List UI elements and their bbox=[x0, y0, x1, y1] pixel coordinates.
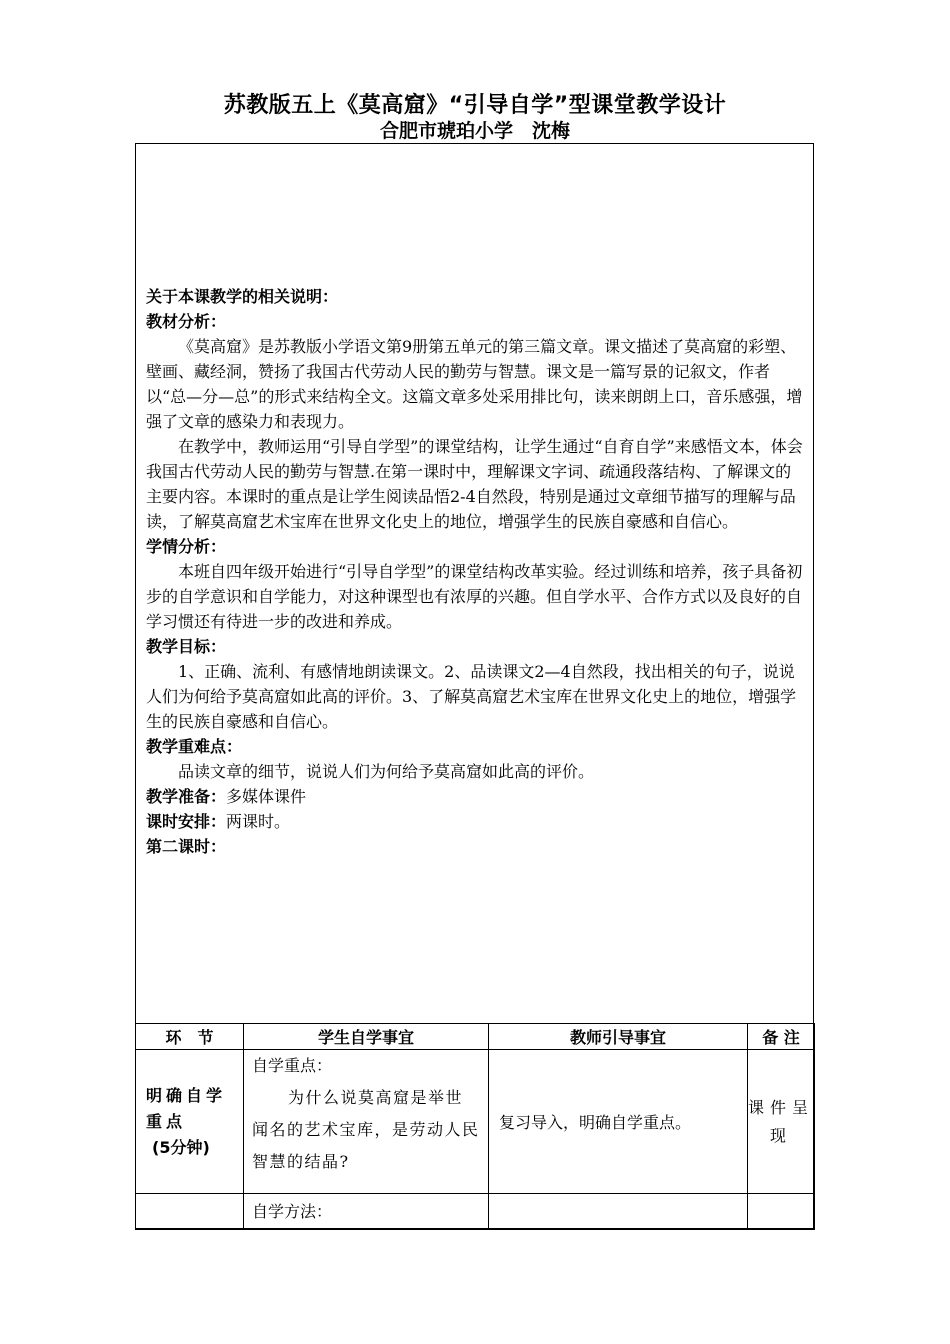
author-line: 合肥市琥珀小学 沈梅 bbox=[379, 120, 570, 142]
note-cell bbox=[748, 1194, 815, 1230]
header-teacher: 教师引导事宜 bbox=[489, 1024, 748, 1050]
teacher-cell: 复习导入，明确自学重点。 bbox=[489, 1050, 748, 1194]
student-paragraph: 本班自四年级开始进行“引导自学型”的课堂结构改革实验。经过训练和培养，孩子具备初步的自学意识和自学能力，对这种课型也有浓厚的兴趣。但自学水平、合作方式以及良好的自学习惯还有待进一步的改进和养成。 bbox=[146, 562, 803, 631]
stage-cell bbox=[136, 1050, 244, 1194]
second-lesson-heading: 第二课时： bbox=[146, 837, 227, 856]
lesson-frame bbox=[135, 143, 814, 1229]
key-points-heading: 教学重难点： bbox=[146, 737, 243, 756]
material-paragraph-1: 《莫高窟》是苏教版小学语文第9册第五单元的第三篇文章。课文描述了莫高窟的彩塑、壁画、藏经洞，赞扬了我国古代劳动人民的勤劳与智慧。课文是一篇写景的记叙文，作者以“总—分—总”的形式来结构全文。这篇文章多处采用排比句，读来朗朗上口，音乐感强，增强了文章的感染力和表现力。 bbox=[146, 337, 803, 431]
key-points-paragraph: 品读文章的细节，说说人们为何给予莫高窟如此高的评价。 bbox=[178, 762, 595, 781]
table-row bbox=[136, 1050, 815, 1194]
student-cell bbox=[244, 1050, 489, 1194]
note-cell: 课件呈现 bbox=[748, 1050, 815, 1194]
teacher-cell bbox=[489, 1194, 748, 1230]
schedule-line bbox=[146, 809, 807, 834]
header-stage: 环 节 bbox=[136, 1024, 244, 1050]
material-heading: 教材分析： bbox=[146, 312, 227, 331]
stage-duration: (5分钟) bbox=[152, 1137, 210, 1157]
header-note: 备 注 bbox=[748, 1024, 815, 1050]
stage-name: 明确自学重点 bbox=[146, 1085, 227, 1131]
document-title: 苏教版五上《莫高窟》“引导自学”型课堂教学设计 bbox=[223, 93, 727, 118]
schedule-value: 两课时。 bbox=[226, 812, 291, 831]
prep-label: 教学准备： bbox=[146, 787, 227, 806]
goals-paragraph: 1、正确、流利、有感情地朗读课文。2、品读课文2—4自然段，找出相关的句子，说说人们为何给予莫高窟如此高的评价。3、了解莫高窟艺术宝库在世界文化史上的地位，增强学生的民族自豪感和自信心。 bbox=[146, 662, 797, 731]
student-heading: 学情分析： bbox=[146, 537, 227, 556]
schedule-label: 课时安排： bbox=[146, 812, 227, 831]
lesson-plan-table bbox=[135, 1023, 815, 1230]
stage-cell bbox=[136, 1194, 244, 1230]
prep-line bbox=[146, 784, 807, 809]
student-cell: 自学方法： bbox=[244, 1194, 489, 1230]
header-student: 学生自学事宜 bbox=[244, 1024, 489, 1050]
student-question: 为什么说莫高窟是举世闻名的艺术宝库，是劳动人民智慧的结晶? bbox=[252, 1088, 480, 1171]
goals-heading: 教学目标： bbox=[146, 637, 227, 656]
table-header-row bbox=[136, 1024, 815, 1050]
material-paragraph-2: 在教学中，教师运用“引导自学型”的课堂结构，让学生通过“自育自学”来感悟文本，体会我国古代劳动人民的勤劳与智慧.在第一课时中，理解课文字词、疏通段落结构、了解课文的主要内容。本课时的重点是让学生阅读品悟2-4自然段，特别是通过文章细节描写的理解与品读，了解莫高窟艺术宝库在世界文化史上的地位，增强学生的民族自豪感和自信心。 bbox=[146, 437, 803, 531]
intro-heading: 关于本课教学的相关说明： bbox=[146, 287, 339, 306]
student-label: 自学重点： bbox=[252, 1056, 333, 1075]
table-row bbox=[136, 1194, 815, 1230]
prep-value: 多媒体课件 bbox=[226, 787, 307, 806]
intro-section bbox=[146, 284, 807, 859]
